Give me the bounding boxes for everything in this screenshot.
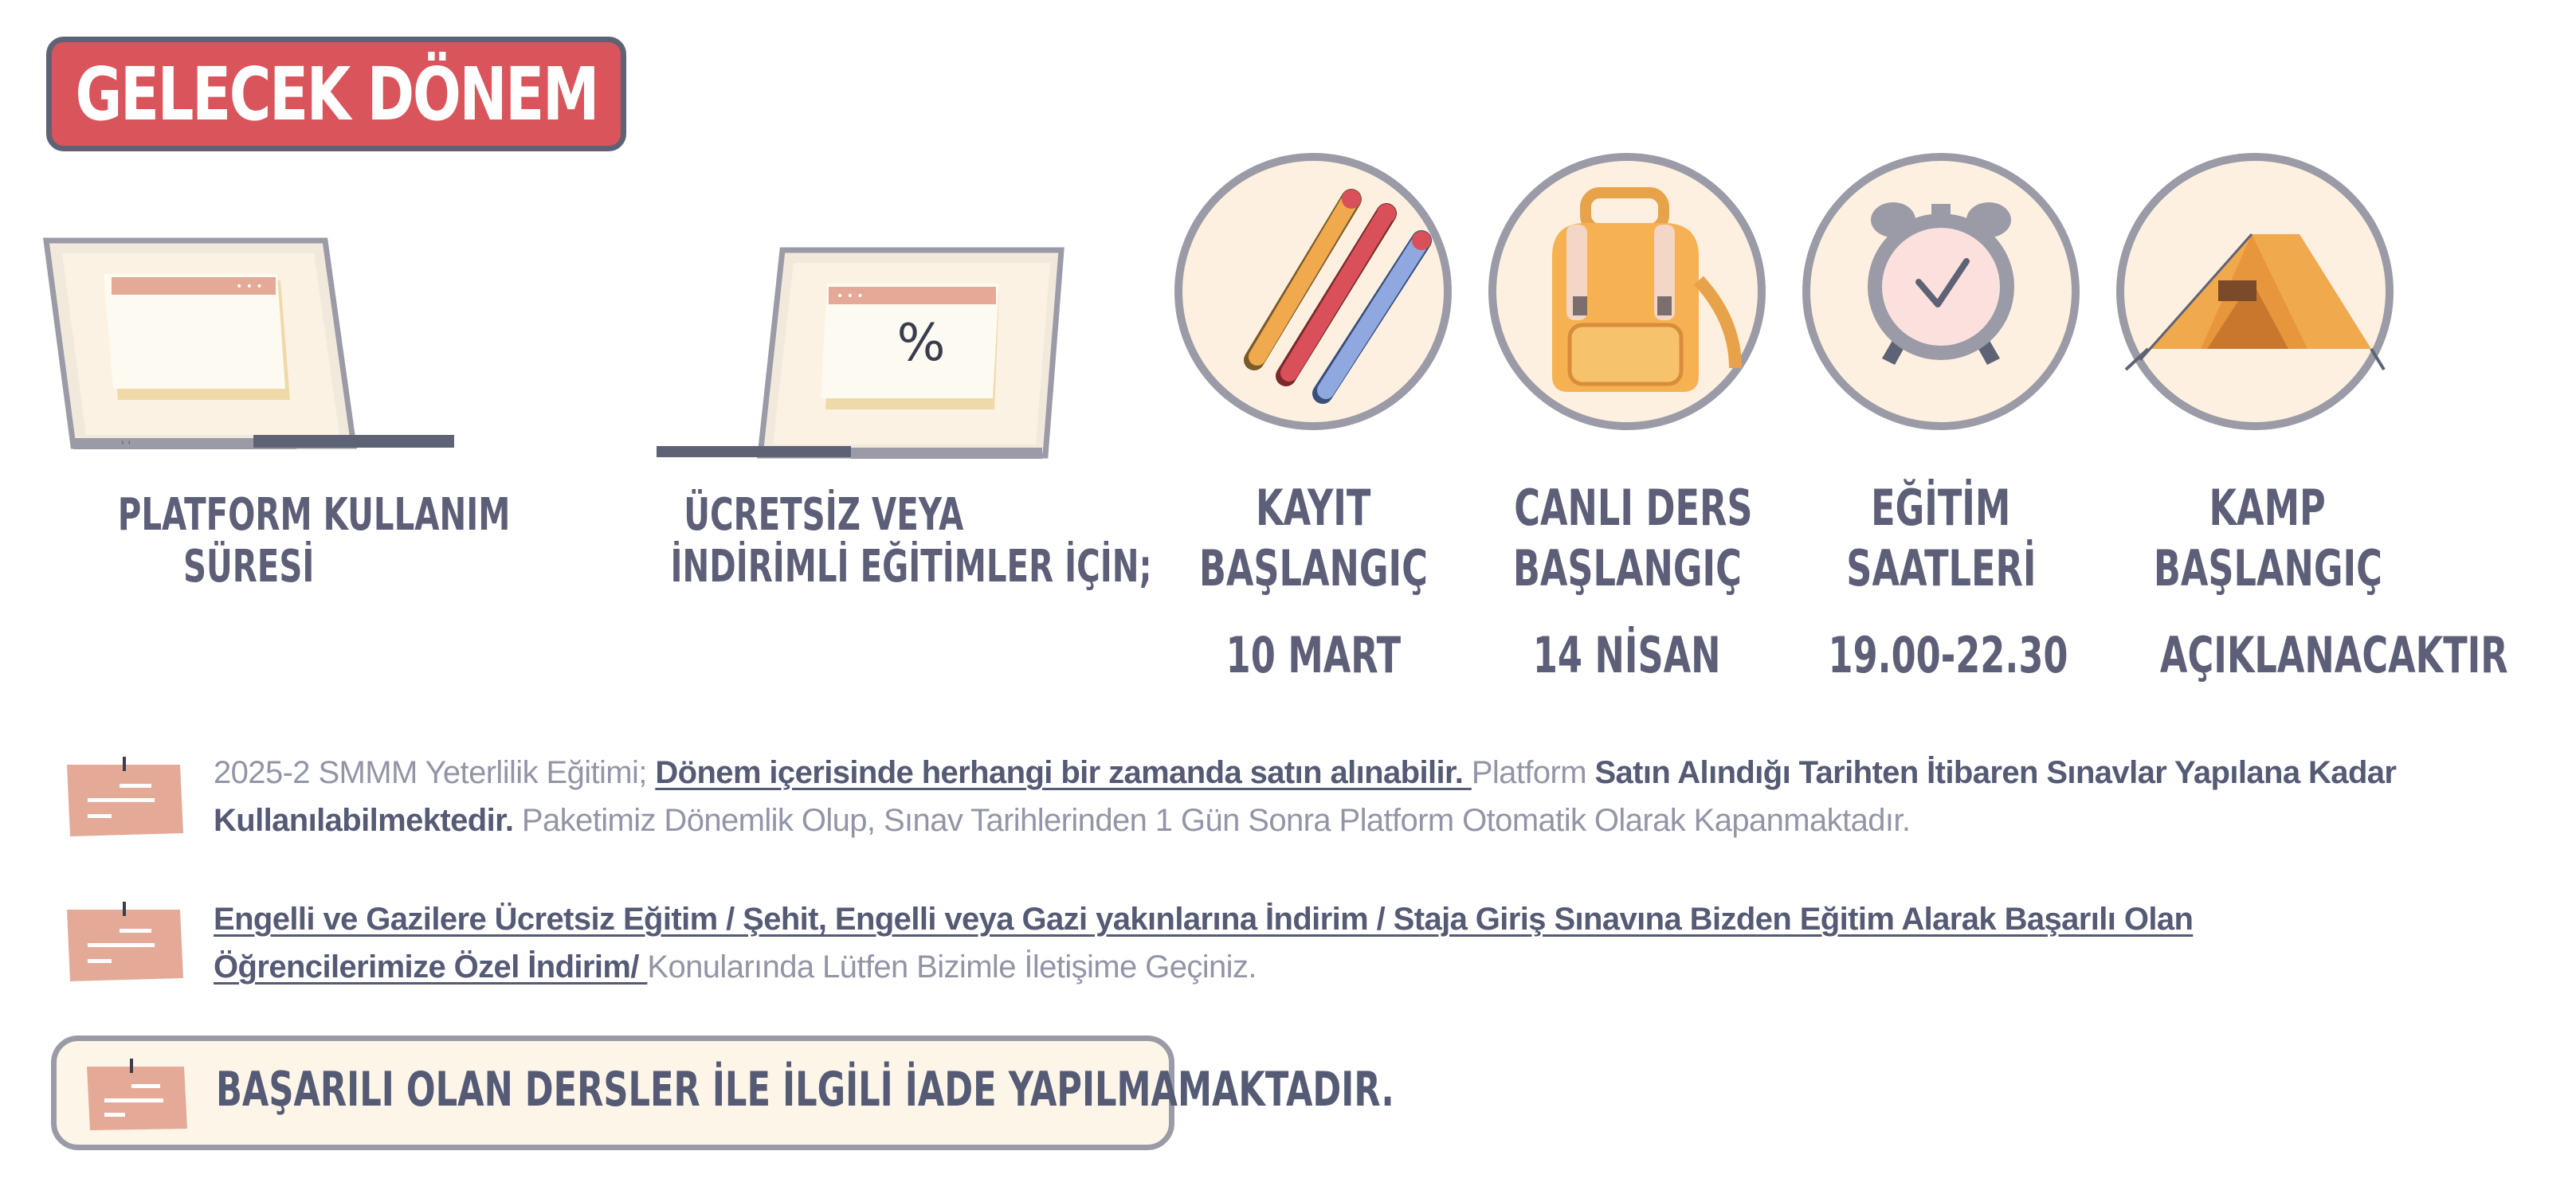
stat-title-line: BAŞLANGIÇ (1198, 539, 1428, 597)
alarm-clock-icon (1810, 161, 2072, 422)
stat-label-hours (1782, 478, 2100, 684)
stat-title-line: EĞİTİM (1871, 479, 2011, 537)
stat-title-line: SAATLERİ (1845, 539, 2037, 597)
backpack-icon (1496, 161, 1758, 422)
stat-value: 14 NİSAN (1533, 626, 1721, 684)
stat-value: 19.00-22.30 (1828, 626, 2068, 684)
stat-circle-registration (1174, 153, 1452, 430)
note-text-muted: Platform (1471, 755, 1595, 790)
stat-circle-hours (1802, 153, 2080, 430)
note-text-underline: Engelli ve Gazilere Ücretsiz Eğitim / Şehit, Engelli veya Gazi yakınlarına İndirim / Staja Giriş Sınavına Bizden Eğitim Alarak Başarılı Olan Öğrencilerimize Özel İndirim/ (214, 902, 2194, 985)
stat-circle-camp (2116, 153, 2394, 430)
stat-value: 10 MART (1225, 626, 1401, 684)
percent-symbol: % (896, 314, 946, 373)
stat-title-line: KAMP (2209, 479, 2327, 537)
note-text-strong: Satın Alındığı Tarihten İtibaren Sınavlar Yapılana Kadar Kullanılabilmektedir. (214, 755, 2397, 838)
note-icon (64, 757, 185, 844)
note-text-muted: 2025-2 SMMM Yeterlilik Eğitimi; (214, 755, 656, 790)
free-discount-line-2: İNDİRİMLİ EĞİTİMLER İÇİN; (670, 541, 1152, 593)
section-title-badge (46, 37, 626, 151)
platform-usage-line-1: PLATFORM KULLANIM (117, 489, 511, 541)
platform-usage-label (41, 489, 511, 593)
tent-icon (2124, 161, 2386, 422)
free-discount-line-1: ÜCRETSİZ VEYA (684, 489, 964, 541)
platform-usage-line-2: SÜRESİ (182, 541, 315, 593)
svg-text:• • •: • • • (837, 290, 864, 303)
svg-text:• • •: • • • (236, 280, 263, 293)
free-discount-label (577, 489, 1152, 593)
stat-label-registration (1154, 478, 1472, 684)
stat-label-camp (2092, 478, 2508, 684)
stat-title-line: CANLI DERS (1514, 479, 1753, 537)
note-text-underline: Dönem içerisinde herhangi bir zamanda satın alınabilir. (655, 755, 1472, 790)
stat-label-live-class (1468, 478, 1786, 684)
stat-title-line: KAYIT (1255, 479, 1371, 537)
stat-value: AÇIKLANACAKTIR (2159, 626, 2508, 684)
refund-notice-text: BAŞARILI OLAN DERSLER İLE İLGİLİ İADE YAPILMAMAKTADIR. (216, 1062, 1394, 1118)
note-text-muted: Konularında Lütfen Bizimle İletişime Geçiniz. (647, 949, 1257, 985)
section-title: GELECEK DÖNEM (75, 51, 598, 137)
stat-title-line: BAŞLANGIÇ (2153, 539, 2382, 597)
refund-notice-box (51, 1036, 1394, 1150)
note-text-muted: Paketimiz Dönemlik Olup, Sınav Tarihlerinden 1 Gün Sonra Platform Otomatik Olarak Kapanmaktadır. (513, 803, 1911, 838)
note-paragraph-2 (214, 895, 2413, 991)
stat-circle-live-class (1488, 153, 1766, 430)
note-icon (64, 902, 185, 989)
stat-title-line: BAŞLANGIÇ (1512, 539, 1742, 597)
svg-text:' ': ' ' (121, 440, 131, 452)
laptop-discount-icon (657, 242, 1071, 471)
note-paragraph-1 (214, 749, 2413, 844)
laptop-icon (41, 233, 456, 461)
note-icon (84, 1059, 189, 1133)
pencils-icon (1182, 161, 1444, 422)
